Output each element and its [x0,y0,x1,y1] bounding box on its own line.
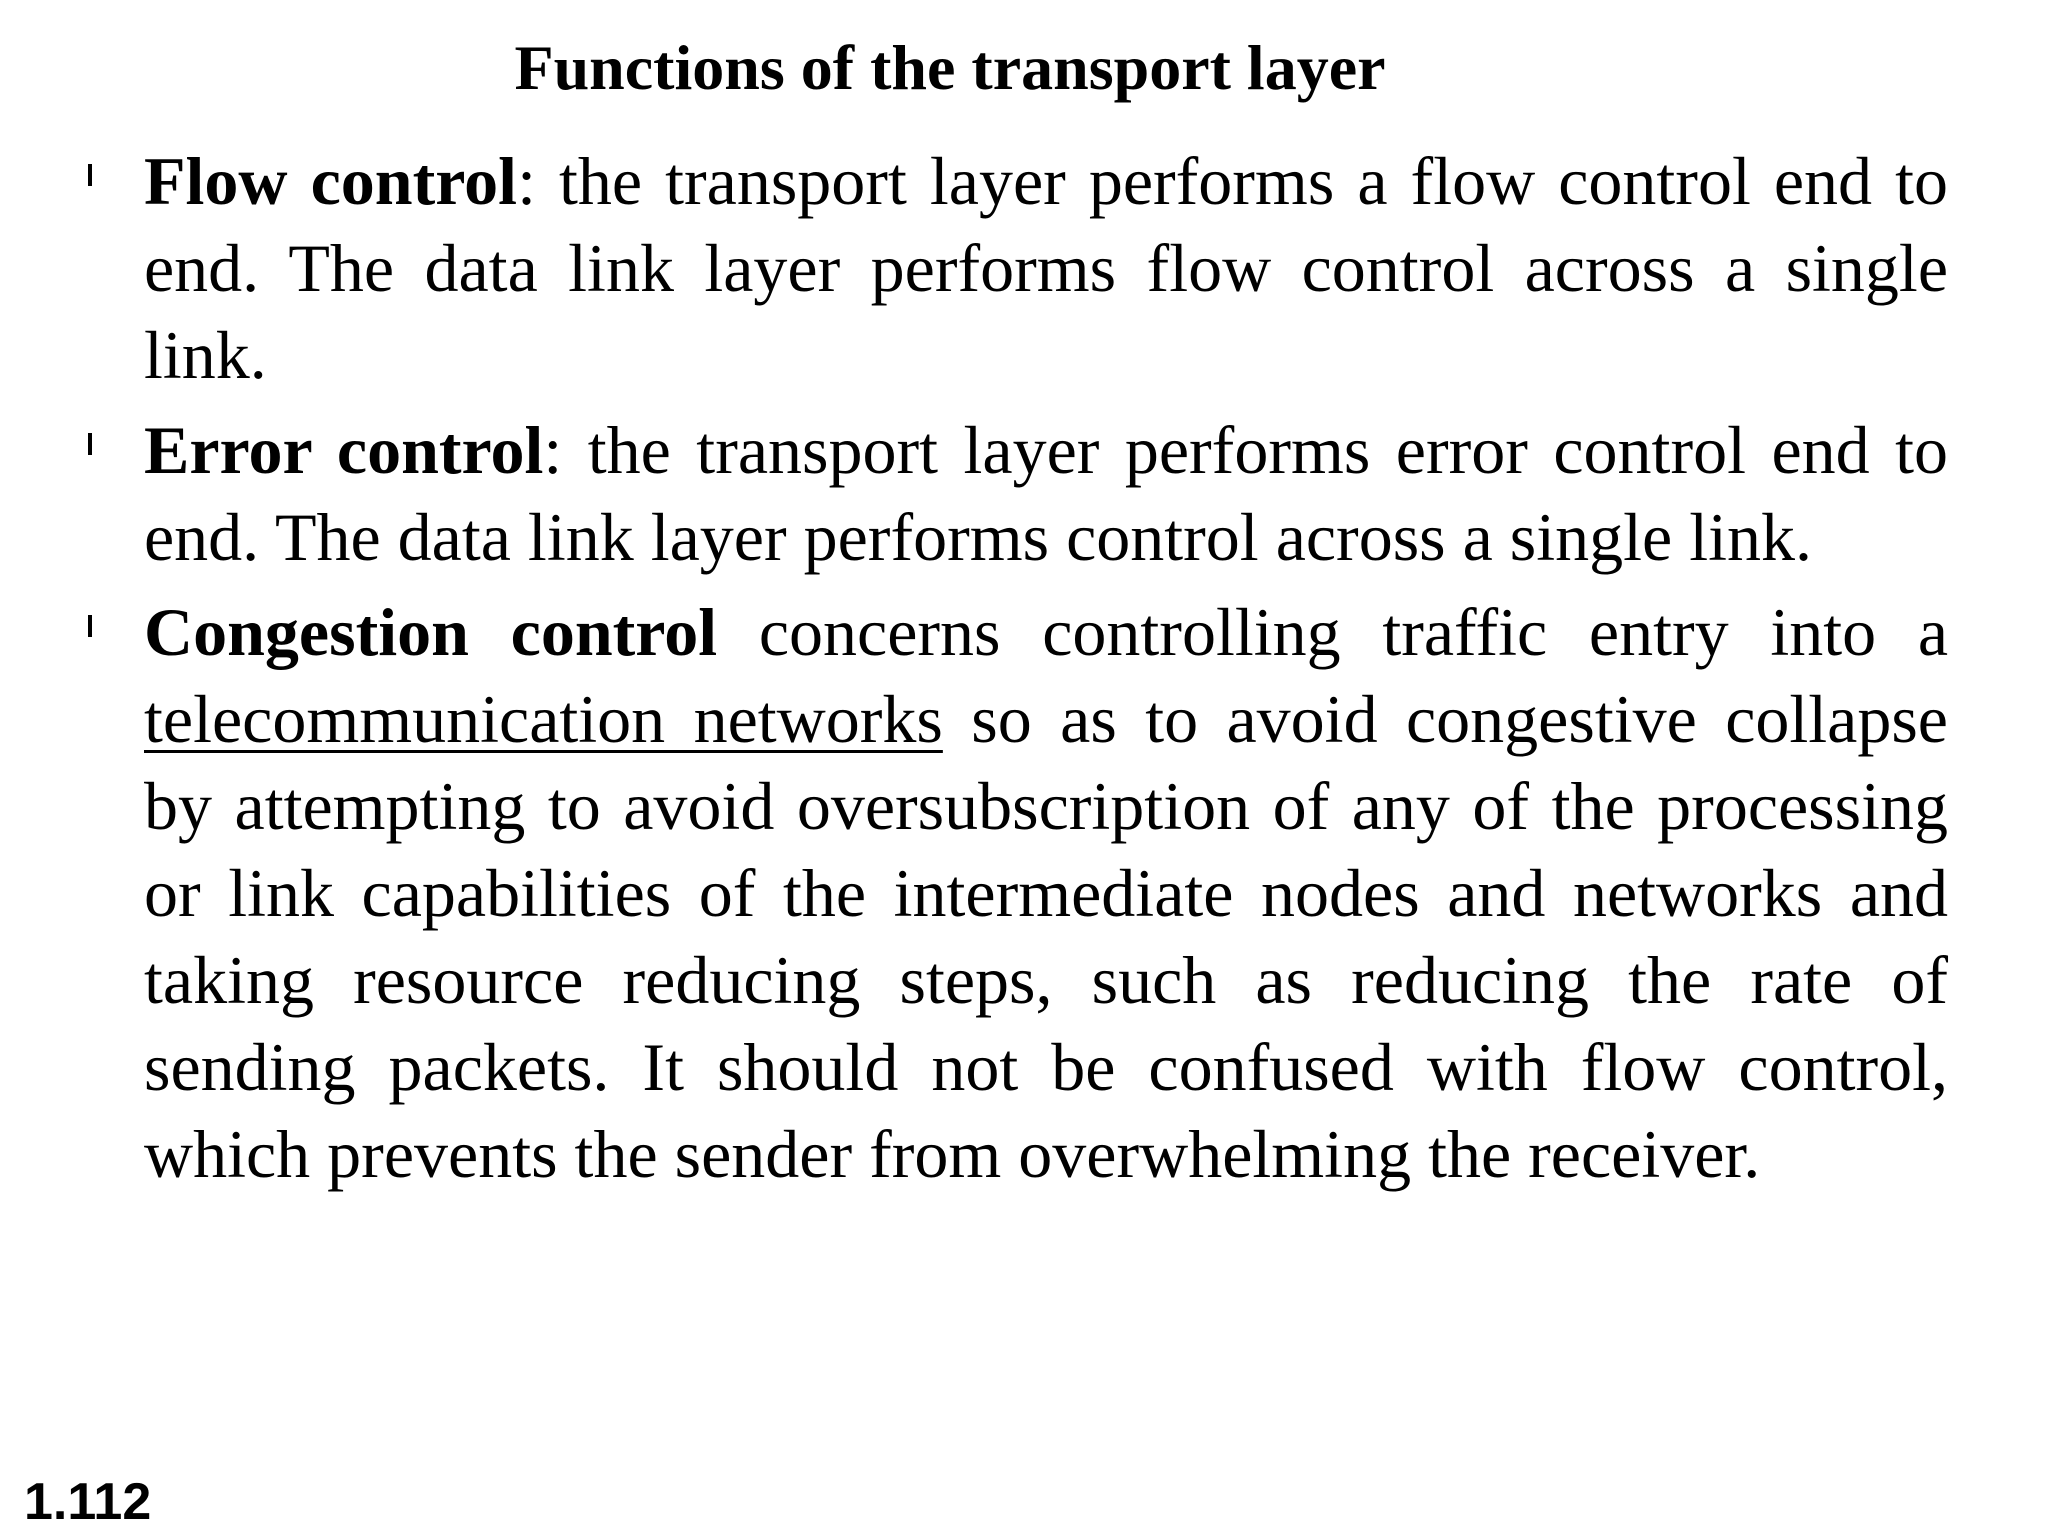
bullet-separator: : [517,143,560,219]
bullet-body: the transport layer performs a flow control end to end. The data link layer performs flow control across a single link. [144,143,1948,393]
bullet-marker [88,615,92,637]
bullet-marker [88,433,92,455]
telecommunication-networks-link[interactable]: telecommunication networks [144,681,943,757]
bullet-text [144,138,1948,399]
bullet-congestion-control [88,589,1948,1198]
slide-title: Functions of the transport layer [514,32,1386,103]
slide-number: 1.112 [24,1473,152,1531]
bullet-error-control [88,407,1948,581]
bullet-body-after-link: so as to avoid congestive collapse by attempting to avoid oversubscription of any of the processing or link capabilities of the intermediate nodes and networks and taking resource reducing steps, such as reducing the rate of sending packets. It should not be confused with flow control, which prevents the sender from overwhelming the receiver. [144,681,1948,1192]
bullet-term: Flow control [144,143,518,219]
bullet-body: the transport layer performs error control end to end. The data link layer performs control across a single link. [144,412,1948,575]
bullet-flow-control [88,138,1948,399]
bullet-marker [88,164,92,186]
bullet-text [144,407,1948,581]
bullet-list [88,138,1948,1206]
bullet-body-before-link: concerns controlling traffic entry into a [758,594,1949,670]
bullet-term: Congestion control [144,594,718,670]
bullet-text [144,589,1948,1198]
bullet-separator [717,594,759,670]
bullet-term: Error control [144,412,544,488]
bullet-separator: : [543,412,588,488]
